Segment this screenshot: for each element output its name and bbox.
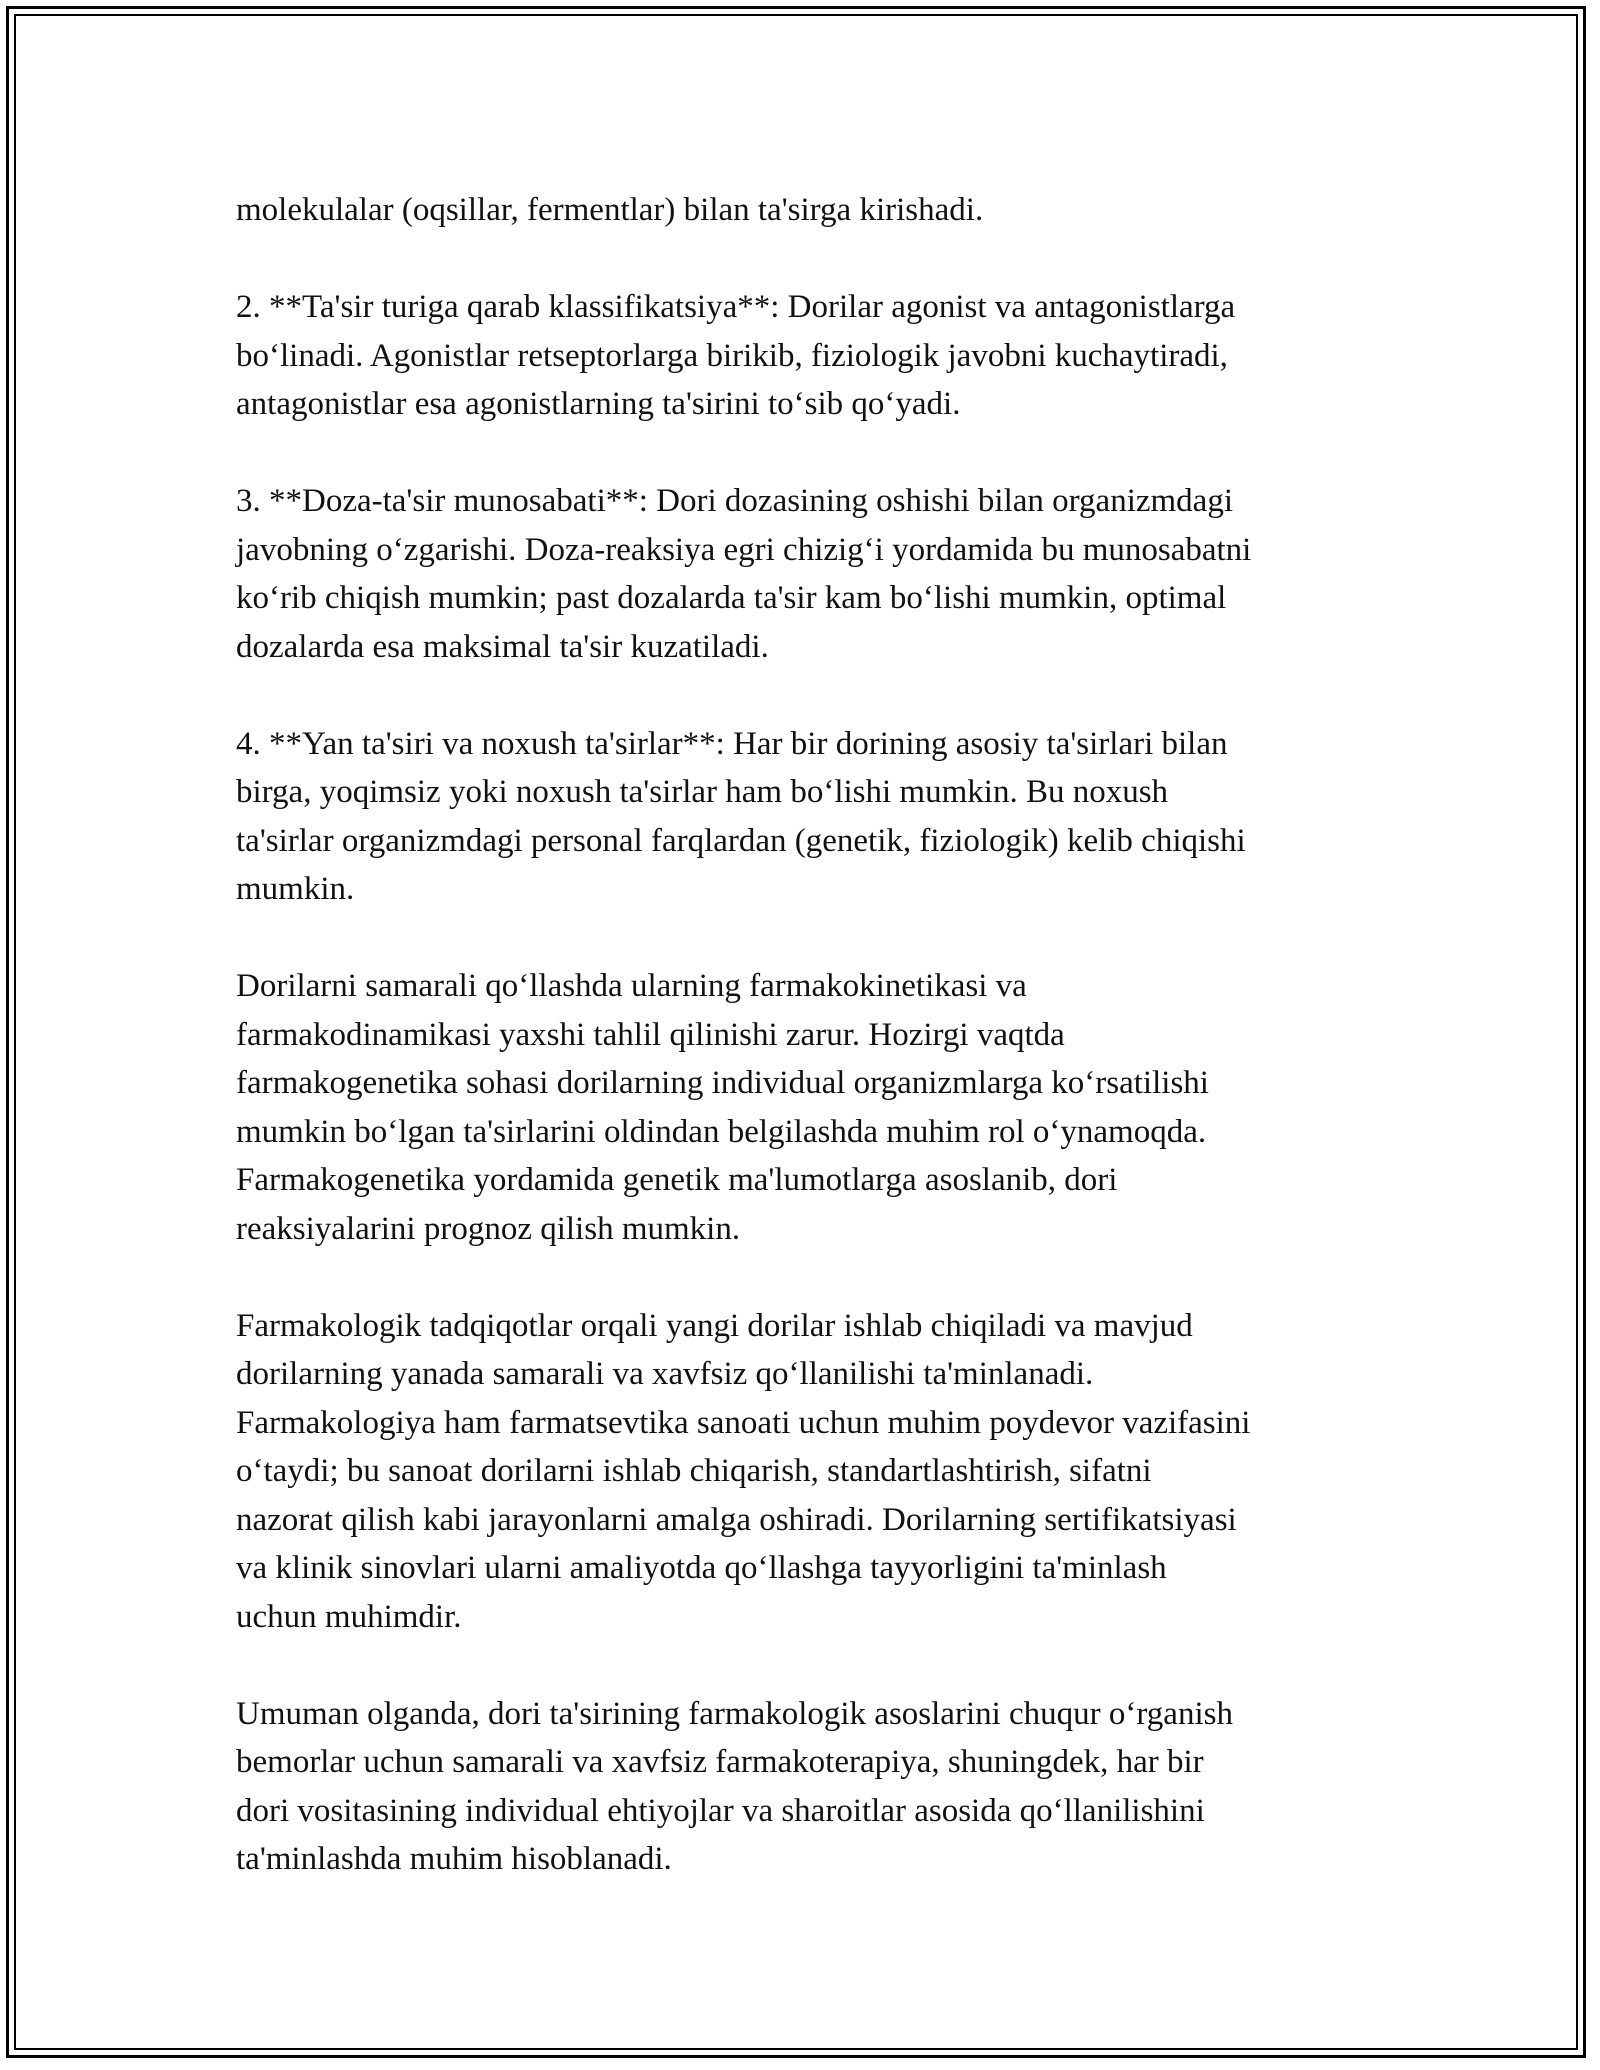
text-line: dori vositasining individual ehtiyojlar va sharoitlar asosida qo‘llanilishini xyxy=(236,1792,1205,1829)
text-line: molekulalar (oqsillar, fermentlar) bilan ta'sirga kirishadi. xyxy=(236,192,984,228)
text-line: va klinik sinovlari ularni amaliyotda qo‘llashga tayyorligini ta'minlash xyxy=(236,1550,1167,1586)
text-line: dorilarning yanada samarali va xavfsiz qo‘llanilishi ta'minlanadi. xyxy=(236,1356,1094,1392)
text-line: bo‘linadi. Agonistlar retseptorlarga birikib, fiziologik javobni kuchaytiradi, xyxy=(236,337,1228,374)
text-line: ta'sirlar organizmdagi personal farqlardan (genetik, fiziologik) kelib chiqishi xyxy=(236,822,1246,859)
text-line: ko‘rib chiqish mumkin; past dozalarda ta'sir kam bo‘lishi mumkin, optimal xyxy=(236,580,1227,616)
text-line: reaksiyalarini prognoz qilish mumkin. xyxy=(236,1210,741,1247)
text-line: farmakodinamikasi yaxshi tahlil qilinishi zarur. Hozirgi vaqtda xyxy=(236,1016,1065,1053)
text-line: farmakogenetika sohasi dorilarning individual organizmlarga ko‘rsatilishi xyxy=(236,1065,1209,1101)
text-line: mumkin. xyxy=(236,871,355,907)
paragraph xyxy=(236,720,1376,914)
text-line: bemorlar uchun samarali va xavfsiz farmakoterapiya, shuningdek, har bir xyxy=(236,1744,1204,1780)
text-line: dozalarda esa maksimal ta'sir kuzatiladi. xyxy=(236,628,769,665)
paragraph xyxy=(236,962,1376,1253)
text-line: javobning o‘zgarishi. Doza-reaksiya egri chizig‘i yordamida bu munosabatni xyxy=(236,531,1252,568)
text-line: 2. **Ta'sir turiga qarab klassifikatsiya**: Dorilar agonist va antagonistlarga xyxy=(236,289,1236,325)
paragraph xyxy=(236,1302,1376,1642)
text-line: nazorat qilish kabi jarayonlarni amalga oshiradi. Dorilarning sertifikatsiyasi xyxy=(236,1501,1237,1538)
text-line: 3. **Doza-ta'sir munosabati**: Dori dozasining oshishi bilan organizmdagi xyxy=(236,483,1233,519)
text-line: ta'minlashda muhim hisoblanadi. xyxy=(236,1841,672,1877)
paragraph xyxy=(236,186,1376,235)
paragraph xyxy=(236,1690,1376,1884)
text-line: antagonistlar esa agonistlarning ta'sirini to‘sib qo‘yadi. xyxy=(236,386,961,422)
text-line: mumkin bo‘lgan ta'sirlarini oldindan belgilashda muhim rol o‘ynamoqda. xyxy=(236,1113,1207,1150)
text-line: Farmakologik tadqiqotlar orqali yangi dorilar ishlab chiqiladi va mavjud xyxy=(236,1307,1193,1344)
text-line: Farmakogenetika yordamida genetik ma'lumotlarga asoslanib, dori xyxy=(236,1162,1118,1198)
paragraph xyxy=(236,477,1376,671)
text-line: Umuman olganda, dori ta'sirining farmakologik asoslarini chuqur o‘rganish xyxy=(236,1695,1233,1732)
text-line: o‘taydi; bu sanoat dorilarni ishlab chiqarish, standartlashtirish, sifatni xyxy=(236,1453,1152,1489)
text-line: Dorilarni samarali qo‘llashda ularning farmakokinetikasi va xyxy=(236,968,1027,1004)
document-body xyxy=(236,186,1376,1932)
text-line: Farmakologiya ham farmatsevtika sanoati uchun muhim poydevor vazifasini xyxy=(236,1404,1251,1441)
paragraph xyxy=(236,283,1376,429)
text-line: birga, yoqimsiz yoki noxush ta'sirlar ham bo‘lishi mumkin. Bu noxush xyxy=(236,774,1169,810)
text-line: 4. **Yan ta'siri va noxush ta'sirlar**: Har bir dorining asosiy ta'sirlari bilan xyxy=(236,725,1228,762)
text-line: uchun muhimdir. xyxy=(236,1598,462,1635)
